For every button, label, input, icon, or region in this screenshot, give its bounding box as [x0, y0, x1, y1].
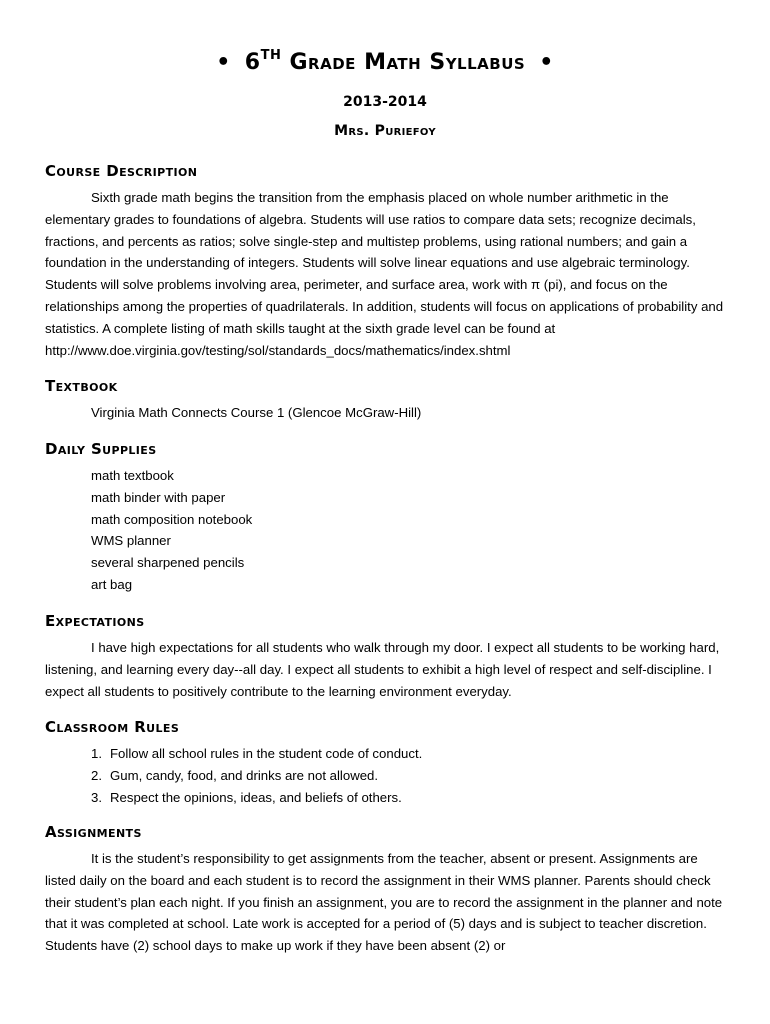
classroom-rules-heading: Classroom Rules [45, 718, 180, 736]
page-title [0, 50, 770, 75]
classroom-rules-list [91, 743, 422, 808]
textbook-heading: Textbook [45, 377, 118, 395]
supply-item: math binder with paper [91, 489, 226, 505]
teacher-name: Mrs. Puriefoy [334, 123, 436, 139]
title-bullet-left: • [216, 50, 231, 75]
course-description-text: Sixth grade math begins the transition from the emphasis placed on whole number arithmetic in the elementary grades to foundations of algebra. Students will use ratios to compare data sets; recognize decimals, fractions, and percents as ratios; solve single-step and multistep problems, using rational numbers; and gain a foundation in the understanding of integers. Students will solve linear equations and use algebraic terminology. Students will solve problems involving area, perimeter, and surface area, work with π (pi), and focus on the relationships among the properties of quadrilaterals. In addition, students will focus on applications of probability and statistics. A complete listing of math skills taught at the sixth grade level can be found at http://www.doe.virginia.gov/testing/sol/standards_docs/mathematics/index.shtml [45, 190, 724, 358]
expectations-text: I have high expectations for all students who walk through my door. I expect all students to be working hard, listening, and learning every day--all day. I expect all students to exhibit a high level of respect and self-discipline. I expect all students to positively contribute to the learning environment everyday. [45, 640, 720, 699]
title-grade-number: 6 [244, 50, 261, 75]
rule-number: 3. [91, 789, 102, 805]
rule-text: Respect the opinions, ideas, and beliefs of others. [110, 789, 402, 805]
rule-item [91, 765, 422, 787]
title-bullet-right: • [539, 50, 554, 75]
rule-number: 1. [91, 746, 102, 761]
rule-text: Follow all school rules in the student code of conduct. [110, 746, 423, 761]
expectations-heading: Expectations [45, 612, 145, 630]
course-description-heading: Course Description [45, 162, 198, 180]
rule-item [91, 743, 422, 765]
assignments-text: It is the student’s responsibility to get assignments from the teacher, absent or present. Assignments are listed daily on the board and each student is to record the assignment in their WMS planner. Parents should check their student’s plan each night. If you finish an assignment, you are to record the assignment in the planner and note that it was completed at school. Late work is accepted for a period of (5) days and is subject to teacher discretion. Students have (2) school days to make up work if they have been absent (2) or [45, 851, 723, 954]
supply-item: several sharpened pencils [91, 555, 245, 571]
supply-item: math composition notebook [91, 511, 253, 527]
supply-item: math textbook [91, 468, 174, 483]
assignments-heading: Assignments [45, 823, 142, 841]
title-grade-suffix: TH [260, 48, 282, 63]
rule-item [91, 787, 422, 809]
supplies-list [91, 465, 252, 596]
rule-text: Gum, candy, food, and drinks are not allowed. [110, 767, 379, 783]
school-year: 2013-2014 [343, 94, 427, 110]
textbook-text: Virginia Math Connects Course 1 (Glencoe McGraw-Hill) [91, 405, 422, 420]
rule-number: 2. [91, 767, 102, 783]
daily-supplies-heading: Daily Supplies [45, 440, 157, 458]
supply-item: WMS planner [91, 533, 171, 549]
supply-item: art bag [91, 576, 133, 592]
title-text: Grade Math Syllabus [289, 50, 526, 75]
